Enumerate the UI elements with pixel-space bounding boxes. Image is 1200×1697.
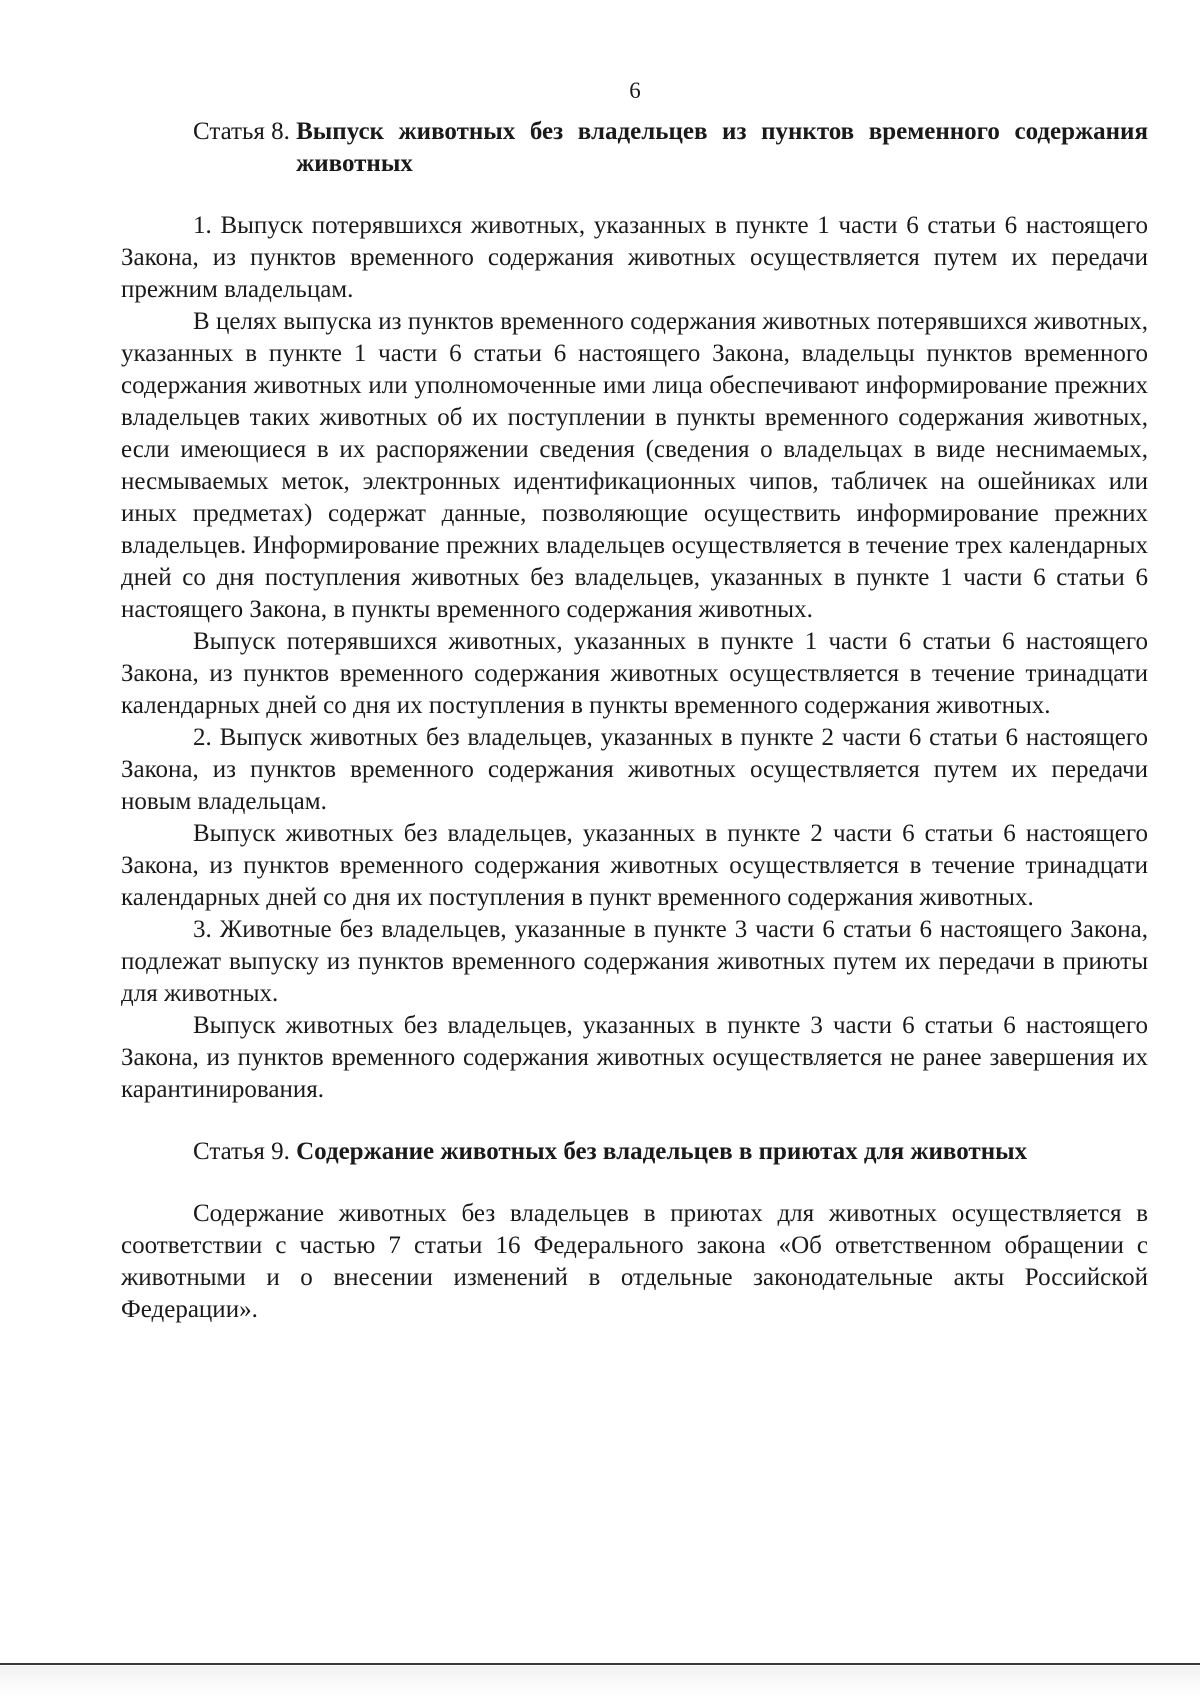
- article-8-paragraph-1: 1. Выпуск потерявшихся животных, указанных в пункте 1 части 6 статьи 6 настоящего Закона, из пунктов временного содержания животных осуществляется путем их передачи прежним владельцам.: [121, 212, 1148, 303]
- article-8-prefix: Статья 8.: [193, 118, 297, 145]
- document-body: [121, 116, 1148, 1326]
- article-8-paragraph-7: Выпуск животных без владельцев, указанных в пункте 3 части 6 статьи 6 настоящего Закона, из пунктов временного содержания животных осуществляется не ранее завершения их карантинирования.: [121, 1012, 1148, 1103]
- scan-edge-shade: [0, 1666, 1200, 1697]
- article-8-paragraph-2: В целях выпуска из пунктов временного содержания животных потерявшихся животных, указанных в пункте 1 части 6 статьи 6 настоящего Закона, владельцы пунктов временного содержания животных или уполномоченные ими лица обеспечивают информирование прежних владельцев таких животных об их поступлении в пункты временного содержания животных, если имеющиеся в их распоряжении сведения (сведения о владельцах в виде неснимаемых, несмываемых меток, электронных идентификационных чипов, табличек на ошейниках или иных предметах) содержат данные, позволяющие осуществить информирование прежних владельцев. Информирование прежних владельцев осуществляется в течение трех календарных дней со дня поступления животных без владельцев, указанных в пункте 1 части 6 статьи 6 настоящего Закона, в пункты временного содержания животных.: [121, 308, 1148, 623]
- scan-edge-line: [0, 1663, 1200, 1665]
- article-8-paragraph-5: Выпуск животных без владельцев, указанных в пункте 2 части 6 статьи 6 настоящего Закона, из пунктов временного содержания животных осуществляется в течение тринадцати календарных дней со дня их поступления в пункт временного содержания животных.: [121, 820, 1148, 911]
- article-8-paragraph-4: 2. Выпуск животных без владельцев, указанных в пункте 2 части 6 статьи 6 настоящего Закона, из пунктов временного содержания животных осуществляется путем их передачи новым владельцам.: [121, 724, 1148, 815]
- article-9-body: [121, 1198, 1148, 1326]
- article-9-heading: [121, 1136, 1148, 1168]
- article-8-title: Выпуск животных без владельцев из пунктов временного содержания животных: [296, 118, 1148, 177]
- page-number: 6: [629, 78, 641, 103]
- article-9-prefix: Статья 9.: [193, 1138, 297, 1165]
- article-8-paragraph-6: 3. Животные без владельцев, указанные в пункте 3 части 6 статьи 6 настоящего Закона, подлежат выпуску из пунктов временного содержания животных путем их передачи в приюты для животных.: [121, 916, 1148, 1007]
- article-8-paragraph-3: Выпуск потерявшихся животных, указанных в пункте 1 части 6 статьи 6 настоящего Закона, из пунктов временного содержания животных осуществляется в течение тринадцати календарных дней со дня их поступления в пункты временного содержания животных.: [121, 628, 1148, 719]
- article-9-title: Содержание животных без владельцев в приютах для животных: [296, 1138, 1028, 1165]
- article-8-body: [121, 210, 1148, 1106]
- article-8-heading: [121, 116, 1148, 180]
- article-9-paragraph-1: Содержание животных без владельцев в приютах для животных осуществляется в соответствии с частью 7 статьи 16 Федерального закона «Об ответственном обращении с животными и о внесении изменений в отдельные законодательные акты Российской Федерации».: [121, 1200, 1148, 1323]
